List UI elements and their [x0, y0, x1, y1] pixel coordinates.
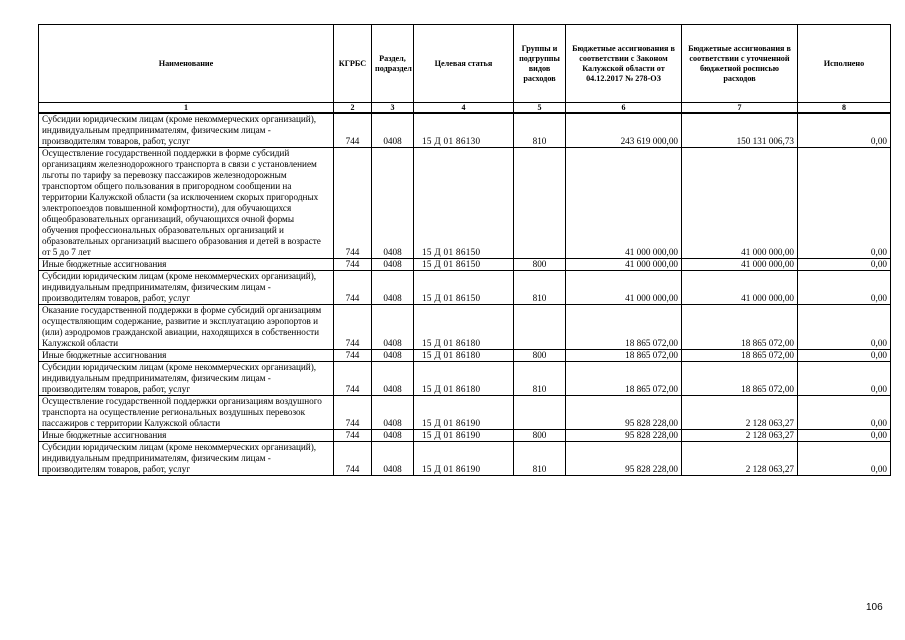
cell-group: 800: [514, 430, 566, 442]
cell-target: 15 Д 01 86190: [414, 442, 514, 476]
cell-target: 15 Д 01 86150: [414, 259, 514, 271]
cell-group: 800: [514, 259, 566, 271]
cell-law-allocation: 95 828 228,00: [566, 442, 682, 476]
budget-table: [38, 24, 891, 476]
table-row: [39, 396, 891, 430]
column-number: 3: [372, 103, 414, 114]
table-row: [39, 271, 891, 305]
cell-law-allocation: 41 000 000,00: [566, 148, 682, 259]
cell-name: Субсидии юридическим лицам (кроме некоммерческих организаций), индивидуальным предпринимателям, физическим лицам - производителям товаров, работ, услуг: [39, 271, 334, 305]
cell-executed: 0,00: [798, 430, 891, 442]
cell-law-allocation: 41 000 000,00: [566, 259, 682, 271]
column-number: 5: [514, 103, 566, 114]
cell-kgrbs: 744: [334, 442, 372, 476]
cell-law-allocation: 18 865 072,00: [566, 350, 682, 362]
cell-target: 15 Д 01 86190: [414, 430, 514, 442]
cell-refined-allocation: 2 128 063,27: [682, 430, 798, 442]
cell-section: 0408: [372, 148, 414, 259]
table-header: [39, 25, 891, 114]
cell-law-allocation: 95 828 228,00: [566, 396, 682, 430]
cell-group: 810: [514, 271, 566, 305]
cell-refined-allocation: 41 000 000,00: [682, 259, 798, 271]
page-number: 106: [866, 602, 883, 613]
cell-executed: 0,00: [798, 113, 891, 148]
cell-law-allocation: 95 828 228,00: [566, 430, 682, 442]
table-row: [39, 442, 891, 476]
budget-sheet: [38, 24, 890, 476]
header-refined-allocations: Бюджетные ассигнования в соответствии с уточненной бюджетной росписью расходов: [682, 25, 798, 103]
cell-target: 15 Д 01 86150: [414, 271, 514, 305]
cell-refined-allocation: 2 128 063,27: [682, 442, 798, 476]
cell-group: [514, 396, 566, 430]
table-body: [39, 113, 891, 476]
column-number-row: [39, 103, 891, 114]
cell-refined-allocation: 41 000 000,00: [682, 271, 798, 305]
column-number: 8: [798, 103, 891, 114]
header-section: Раздел, подраздел: [372, 25, 414, 103]
cell-group: [514, 305, 566, 350]
cell-name: Осуществление государственной поддержки в форме субсидий организациям железнодорожного транспорта в связи с установлением льготы по тарифу за перевозку пассажиров железнодорожным транспортом общего пользования в пригородном сообщении на территории Калужской области (за исключением скорых пригородных электропоездов повышенной комфортности), для обучающихся общеобразовательных организаций, обучающихся очной формы обучения профессиональных образовательных организаций и образовательных организаций высшего образования и детей в возрасте от 5 до 7 лет: [39, 148, 334, 259]
cell-section: 0408: [372, 259, 414, 271]
column-number: 1: [39, 103, 334, 114]
cell-refined-allocation: 2 128 063,27: [682, 396, 798, 430]
cell-group: 810: [514, 442, 566, 476]
cell-section: 0408: [372, 350, 414, 362]
cell-target: 15 Д 01 86180: [414, 305, 514, 350]
cell-kgrbs: 744: [334, 350, 372, 362]
cell-kgrbs: 744: [334, 430, 372, 442]
cell-executed: 0,00: [798, 148, 891, 259]
cell-group: [514, 148, 566, 259]
table-row: [39, 148, 891, 259]
cell-executed: 0,00: [798, 396, 891, 430]
cell-name: Субсидии юридическим лицам (кроме некоммерческих организаций), индивидуальным предпринимателям, физическим лицам - производителям товаров, работ, услуг: [39, 442, 334, 476]
cell-refined-allocation: 18 865 072,00: [682, 350, 798, 362]
cell-kgrbs: 744: [334, 259, 372, 271]
header-target: Целевая статья: [414, 25, 514, 103]
column-number: 2: [334, 103, 372, 114]
cell-kgrbs: 744: [334, 271, 372, 305]
cell-law-allocation: 243 619 000,00: [566, 113, 682, 148]
cell-law-allocation: 18 865 072,00: [566, 362, 682, 396]
header-group: Группы и подгруппы видов расходов: [514, 25, 566, 103]
cell-executed: 0,00: [798, 442, 891, 476]
cell-kgrbs: 744: [334, 362, 372, 396]
cell-executed: 0,00: [798, 362, 891, 396]
cell-executed: 0,00: [798, 350, 891, 362]
cell-section: 0408: [372, 430, 414, 442]
column-number: 6: [566, 103, 682, 114]
cell-target: 15 Д 01 86180: [414, 350, 514, 362]
cell-name: Иные бюджетные ассигнования: [39, 259, 334, 271]
header-row: [39, 25, 891, 103]
cell-name: Оказание государственной поддержки в форме субсидий организациям осуществляющим содержание, развитие и эксплуатацию аэропортов и (или) аэродромов гражданской авиации, находящихся в собственности Калужской области: [39, 305, 334, 350]
cell-section: 0408: [372, 362, 414, 396]
table-row: [39, 362, 891, 396]
header-law-allocations: Бюджетные ассигнования в соответствии с Законом Калужской области от 04.12.2017 № 278-ОЗ: [566, 25, 682, 103]
cell-executed: 0,00: [798, 305, 891, 350]
cell-section: 0408: [372, 113, 414, 148]
cell-target: 15 Д 01 86150: [414, 148, 514, 259]
cell-kgrbs: 744: [334, 396, 372, 430]
table-row: [39, 350, 891, 362]
cell-target: 15 Д 01 86130: [414, 113, 514, 148]
cell-executed: 0,00: [798, 259, 891, 271]
header-name: Наименование: [39, 25, 334, 103]
cell-name: Субсидии юридическим лицам (кроме некоммерческих организаций), индивидуальным предпринимателям, физическим лицам - производителям товаров, работ, услуг: [39, 362, 334, 396]
cell-group: 810: [514, 113, 566, 148]
column-number: 7: [682, 103, 798, 114]
table-row: [39, 113, 891, 148]
cell-target: 15 Д 01 86190: [414, 396, 514, 430]
cell-name: Субсидии юридическим лицам (кроме некоммерческих организаций), индивидуальным предпринимателям, физическим лицам - производителям товаров, работ, услуг: [39, 113, 334, 148]
table-row: [39, 430, 891, 442]
cell-refined-allocation: 18 865 072,00: [682, 305, 798, 350]
column-number: 4: [414, 103, 514, 114]
cell-refined-allocation: 18 865 072,00: [682, 362, 798, 396]
cell-kgrbs: 744: [334, 113, 372, 148]
cell-section: 0408: [372, 305, 414, 350]
header-executed: Исполнено: [798, 25, 891, 103]
cell-name: Осуществление государственной поддержки организациям воздушного транспорта на осуществление региональных воздушных перевозок пассажиров с территории Калужской области: [39, 396, 334, 430]
cell-group: 810: [514, 362, 566, 396]
cell-group: 800: [514, 350, 566, 362]
cell-executed: 0,00: [798, 271, 891, 305]
cell-refined-allocation: 150 131 006,73: [682, 113, 798, 148]
cell-name: Иные бюджетные ассигнования: [39, 430, 334, 442]
cell-refined-allocation: 41 000 000,00: [682, 148, 798, 259]
cell-section: 0408: [372, 442, 414, 476]
cell-target: 15 Д 01 86180: [414, 362, 514, 396]
cell-kgrbs: 744: [334, 305, 372, 350]
cell-kgrbs: 744: [334, 148, 372, 259]
cell-section: 0408: [372, 271, 414, 305]
cell-law-allocation: 41 000 000,00: [566, 271, 682, 305]
cell-section: 0408: [372, 396, 414, 430]
cell-name: Иные бюджетные ассигнования: [39, 350, 334, 362]
table-row: [39, 259, 891, 271]
header-kgrbs: КГРБС: [334, 25, 372, 103]
table-row: [39, 305, 891, 350]
cell-law-allocation: 18 865 072,00: [566, 305, 682, 350]
